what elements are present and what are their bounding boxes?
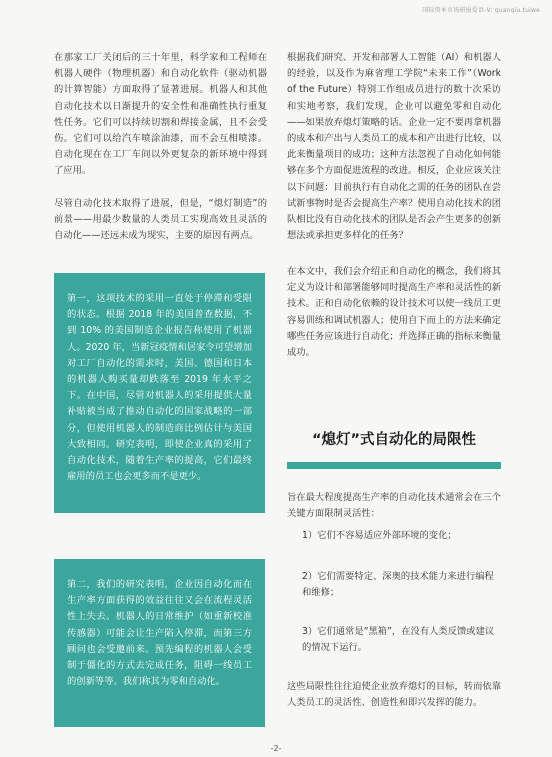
list-item-2: 2）它们需要特定、深奥的技术能力来进行编程和维修； [302,571,494,599]
callout-box-1-text: 第一，这项技术的采用一直处于停滞和受限的状态。根据 2018 年的美国普查数据，不到 10% 的美国制造企业报告称使用了机器人。2020 年，当新冠疫情和居家令可望增加对工厂自动化的需求时，美国、德国和日本的机器人购买量却跌落至 2019 年水平之下。在中国，尽管对机器人的采用提供大量补贴被当成了推动自动化的国家战略的一部分，但使用机器人的制造商比例估计与美国大致相同。研究表明，即使企业真的采用了自动化技术，随着生产率的提高，它们最终雇用的员工也会更多而不是更少。 [67,293,252,483]
callout-box-2-text: 第二，我们的研究表明，企业因自动化而在生产率方面获得的效益往往又会在流程灵活性上失去。机器人的日常维护（如重新校准传感器）可能会让生产陷入停滞，而第三方顾问也会受邀前来。预先编程的机器人会受制于僵化的方式去完成任务，阻碍一线员工的创新等等。我们称其为零和自动化。 [67,579,252,688]
left-paragraph-1: 在那家工厂关闭后的三十年里，科学家和工程师在机器人硬件（物理机器）和自动化软件（驱动机器的计算智能）方面取得了显著进展。机器人和其他自动化技术以日渐提升的安全性和准确性执行重复性任务。它们可以持续切割和焊接金属，且不会受伤。它们可以给汽车喷涂油漆，而不会互相喷漆。自动化现在在工厂车间以外更复杂的新环境中得到了应用。 [54,52,267,177]
left-paragraph-2: 尽管自动化技术取得了进展，但是，“熄灯制造”的前景——用最少数量的人类员工实现高效且灵活的自动化——还远未成为现实，主要的原因有两点。 [54,198,267,242]
list-item-1: 1）它们不容易适应外部环境的变化； [302,530,457,541]
list-item-3: 3）它们通常是“黑箱”，在没有人类反馈或建议的情况下运行。 [302,626,495,654]
closing-paragraph: 这些局限性往往迫使企业放弃熄灯的目标，转而依靠人类员工的灵活性、创造性和即兴发挥的能力。 [287,681,501,709]
section-intro: 旨在最大程度提高生产率的自动化技术通常会在三个关键方面限制灵活性： [287,492,501,520]
header-source-note: 国际资本市场研报爱语-V: quanqiu.tuiwe [422,7,540,14]
section-title: “熄灯”式自动化的局限性 [311,432,477,448]
section-divider-bar [287,462,501,469]
right-paragraph-1: 根据我们研究、开发和部署人工智能（AI）和机器人的经验，以及作为麻省理工学院“未来工作”（Work of the Future）特别工作组成员进行的数十次采访和实地考察，我们发现，企业可以避免零和自动化——如果放弃熄灯策略的话。企业一定不要再拿机器的成本和产出与人类员工的成本和产出进行比较，以此来衡量项目的成功；这种方法忽视了自动化如何能够在多个方面促进流程的改进。相反，企业应该关注以下问题：目前执行有自动化之需的任务的团队在尝试新事物时是否会提高生产率？使用自动化技术的团队相比没有自动化技术的团队是否会产生更多的创新想法或承担更多样化的任务？ [287,52,501,242]
callout-box-2 [54,559,265,727]
right-paragraph-2: 在本文中，我们会介绍正和自动化的概念，我们将其定义为设计和部署能够同时提高生产率和灵活性的新技术。正和自动化依赖的设计技术可以使一线员工更容易训练和调试机器人；使用自下而上的方法来确定哪些任务应该进行自动化；并选择正确的指标来衡量成功。 [287,266,501,359]
page-number: -2- [270,744,282,753]
callout-box-1 [54,273,265,513]
